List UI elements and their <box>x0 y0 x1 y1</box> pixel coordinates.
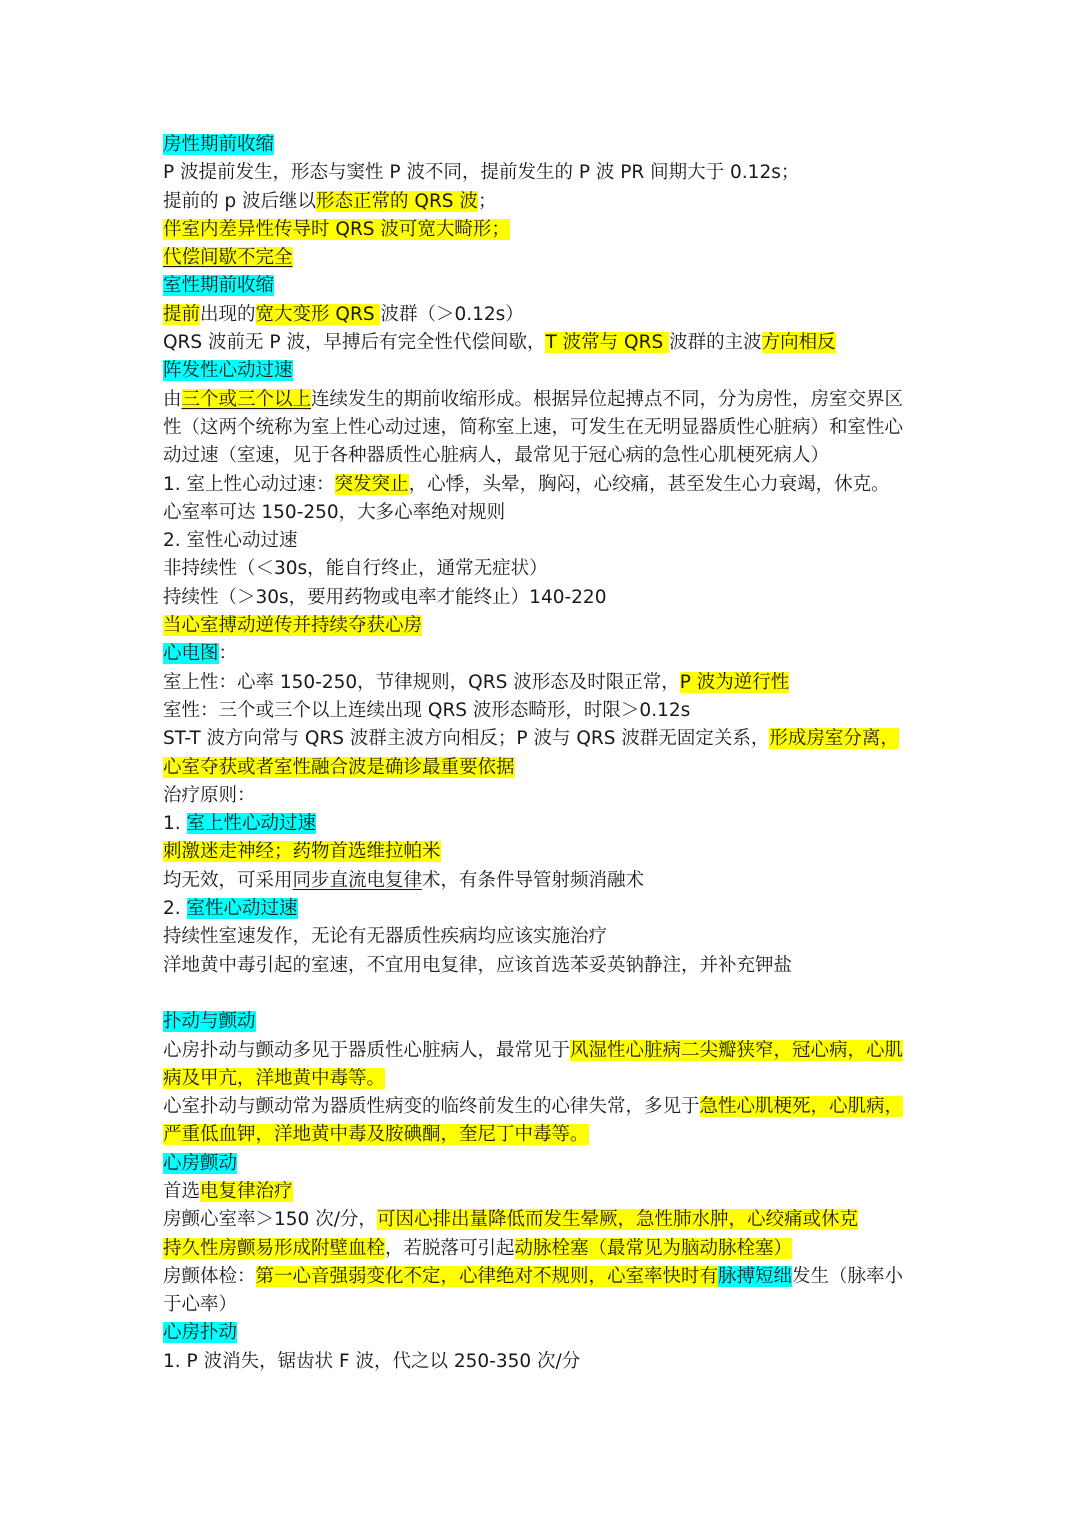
text-run: 1. 室上性心动过速： <box>163 473 335 495</box>
text-line <box>163 754 923 782</box>
text-line <box>163 867 923 895</box>
text-run: 非持续性（＜30s，能自行终止，通常无症状） <box>163 558 548 580</box>
text-run: 2. <box>163 898 187 920</box>
text-line <box>163 1263 923 1291</box>
text-run: 2. 室性心动过速 <box>163 530 298 552</box>
highlighted-text: 宽大变形 QRS <box>255 303 381 325</box>
heading-highlight: 心房颤动 <box>163 1152 238 1174</box>
text-line <box>163 895 923 923</box>
text-line <box>163 1348 923 1376</box>
text-line <box>163 1150 923 1178</box>
highlighted-text: 急性心肌梗死，心肌病， <box>699 1096 904 1118</box>
text-run: 房颤体检： <box>163 1265 256 1287</box>
text-run: 发生（脉率小 <box>792 1265 904 1287</box>
highlighted-text: 形态正常的 QRS 波 <box>316 190 478 212</box>
blank-line <box>163 980 923 1008</box>
document-body <box>163 131 923 1376</box>
text-line <box>163 810 923 838</box>
text-run: ，若脱落可引起 <box>385 1237 515 1259</box>
text-line <box>163 131 923 159</box>
text-line <box>163 1178 923 1206</box>
text-line <box>163 386 923 414</box>
heading-highlight: 心电图 <box>163 643 219 665</box>
text-line <box>163 499 923 527</box>
text-line <box>163 1093 923 1121</box>
text-run: 房颤心室率＞150 次/分， <box>163 1209 377 1231</box>
text-line <box>163 1121 923 1149</box>
text-line <box>163 952 923 980</box>
text-line <box>163 301 923 329</box>
text-run: 持续性室速发作，无论有无器质性疾病均应该实施治疗 <box>163 926 608 948</box>
text-run: 室性：三个或三个以上连续出现 QRS 波形态畸形，时限＞0.12s <box>163 699 691 721</box>
highlighted-text: 形成房室分离， <box>769 728 899 750</box>
text-line <box>163 188 923 216</box>
text-line <box>163 1206 923 1234</box>
text-line <box>163 838 923 866</box>
heading-highlight: 房性期前收缩 <box>163 134 275 155</box>
text-line <box>163 697 923 725</box>
text-run: 洋地黄中毒引起的室速，不宜用电复律，应该首选苯妥英钠静注，并补充钾盐 <box>163 954 793 976</box>
text-line <box>163 414 923 442</box>
heading-highlight: 阵发性心动过速 <box>163 360 293 382</box>
text-line <box>163 1008 923 1036</box>
text-line <box>163 159 923 187</box>
text-line <box>163 612 923 640</box>
text-run: 术，有条件导管射频消融术 <box>422 869 645 891</box>
text-run: 心室率可达 150-250，大多心率绝对规则 <box>163 501 506 523</box>
text-run: 治疗原则： <box>163 784 256 806</box>
text-run: ； <box>477 190 497 212</box>
highlighted-text: 刺激迷走神经；药物首选维拉帕米 <box>163 841 441 863</box>
text-run: ，心悸，头晕，胸闷，心绞痛，甚至发生心力衰竭，休克。 <box>408 473 890 495</box>
text-run: 连续发生的期前收缩形成。根据异位起搏点不同，分为房性，房室交界区 <box>311 388 904 410</box>
text-run: 波群（＞0.12s） <box>380 303 524 325</box>
text-line <box>163 216 923 244</box>
text-run: 性（这两个统称为室上性心动过速，简称室上速，可发生在无明显器质性心脏病）和室性心 <box>163 416 904 438</box>
text-run: 于心率） <box>163 1294 238 1316</box>
text-run: 由 <box>163 388 182 410</box>
text-run: 动过速（室速，见于各种器质性心脏病人，最常见于冠心病的急性心肌梗死病人） <box>163 445 830 467</box>
highlighted-text: 突发突止 <box>334 473 409 495</box>
highlighted-text: 提前 <box>163 303 201 325</box>
text-run: 心房扑动与颤动多见于器质性心脏病人，最常见于 <box>163 1039 571 1061</box>
text-line <box>163 471 923 499</box>
text-line <box>163 669 923 697</box>
heading-highlight: 室上性心动过速 <box>186 813 317 835</box>
text-run: 首选 <box>163 1180 201 1202</box>
text-run: 提前的 p 波后继以 <box>163 190 317 212</box>
heading-highlight: 室性心动过速 <box>186 898 298 920</box>
text-line <box>163 442 923 470</box>
highlighted-text: 第一心音强弱变化不定，心律绝对不规则，心室率快时有 <box>255 1265 719 1287</box>
text-line <box>163 1235 923 1263</box>
text-run: P 波提前发生，形态与窦性 P 波不同，提前发生的 P 波 PR 间期大于 0.12s； <box>163 162 800 184</box>
text-line <box>163 357 923 385</box>
text-run: 出现的 <box>200 303 256 325</box>
highlighted-text: 病及甲亢，洋地黄中毒等。 <box>163 1067 386 1089</box>
highlighted-text: 心室夺获或者室性融合波是确诊最重要依据 <box>163 756 515 778</box>
text-run: 室上性：心率 150-250，节律规则，QRS 波形态及时限正常， <box>163 671 680 693</box>
underlined-text: 同步直流电复律 <box>292 869 423 891</box>
highlighted-text: 三个或三个以上 <box>181 388 312 410</box>
text-run: 波群的主波 <box>669 332 762 354</box>
text-run: 1. <box>163 813 187 835</box>
heading-highlight: 室性期前收缩 <box>163 275 275 297</box>
text-run: ： <box>218 643 238 665</box>
text-line <box>163 782 923 810</box>
highlighted-text: 代偿间歇不完全 <box>163 247 293 269</box>
highlighted-text: P 波为逆行性 <box>679 671 790 693</box>
text-line <box>163 555 923 583</box>
highlighted-text: 严重低血钾，洋地黄中毒及胺碘酮，奎尼丁中毒等。 <box>163 1124 589 1146</box>
highlighted-text: 当心室搏动逆传并持续夺获心房 <box>163 615 423 637</box>
heading-highlight: 心房扑动 <box>163 1322 238 1344</box>
highlighted-text: 风湿性心脏病二尖瓣狭窄，冠心病，心肌 <box>570 1039 904 1061</box>
highlighted-text: 电复律治疗 <box>200 1180 293 1202</box>
text-line <box>163 923 923 951</box>
text-line <box>163 725 923 753</box>
text-line <box>163 272 923 300</box>
text-line <box>163 527 923 555</box>
text-line <box>163 1065 923 1093</box>
text-run: ST-T 波方向常与 QRS 波群主波方向相反；P 波与 QRS 波群无固定关系， <box>163 728 770 750</box>
text-line <box>163 329 923 357</box>
text-run: 持续性（＞30s，要用药物或电率才能终止）140-220 <box>163 586 607 608</box>
highlighted-text: 方向相反 <box>761 332 836 354</box>
text-line <box>163 640 923 668</box>
text-run: QRS 波前无 P 波，早搏后有完全性代偿间歇， <box>163 332 546 354</box>
highlighted-text: 持久性房颤易形成附壁血栓 <box>163 1237 386 1259</box>
text-line <box>163 244 923 272</box>
heading-highlight: 扑动与颤动 <box>163 1011 256 1033</box>
text-line <box>163 1319 923 1347</box>
heading-highlight: 脉搏短绌 <box>718 1265 793 1287</box>
text-line <box>163 1037 923 1065</box>
text-run: 心室扑动与颤动常为器质性病变的临终前发生的心律失常，多见于 <box>163 1096 700 1118</box>
text-run: 均无效，可采用 <box>163 869 293 891</box>
highlighted-text: T 波常与 QRS <box>545 332 670 354</box>
highlighted-text: 动脉栓塞（最常见为脑动脉栓塞） <box>514 1237 793 1259</box>
text-line <box>163 1291 923 1319</box>
highlighted-text: 可因心排出量降低而发生晕厥，急性肺水肿，心绞痛或休克 <box>376 1209 858 1231</box>
text-run: 1. P 波消失，锯齿状 F 波，代之以 250-350 次/分 <box>163 1350 581 1372</box>
highlighted-text: 伴室内差异性传导时 QRS 波可宽大畸形； <box>163 218 510 240</box>
text-line <box>163 584 923 612</box>
